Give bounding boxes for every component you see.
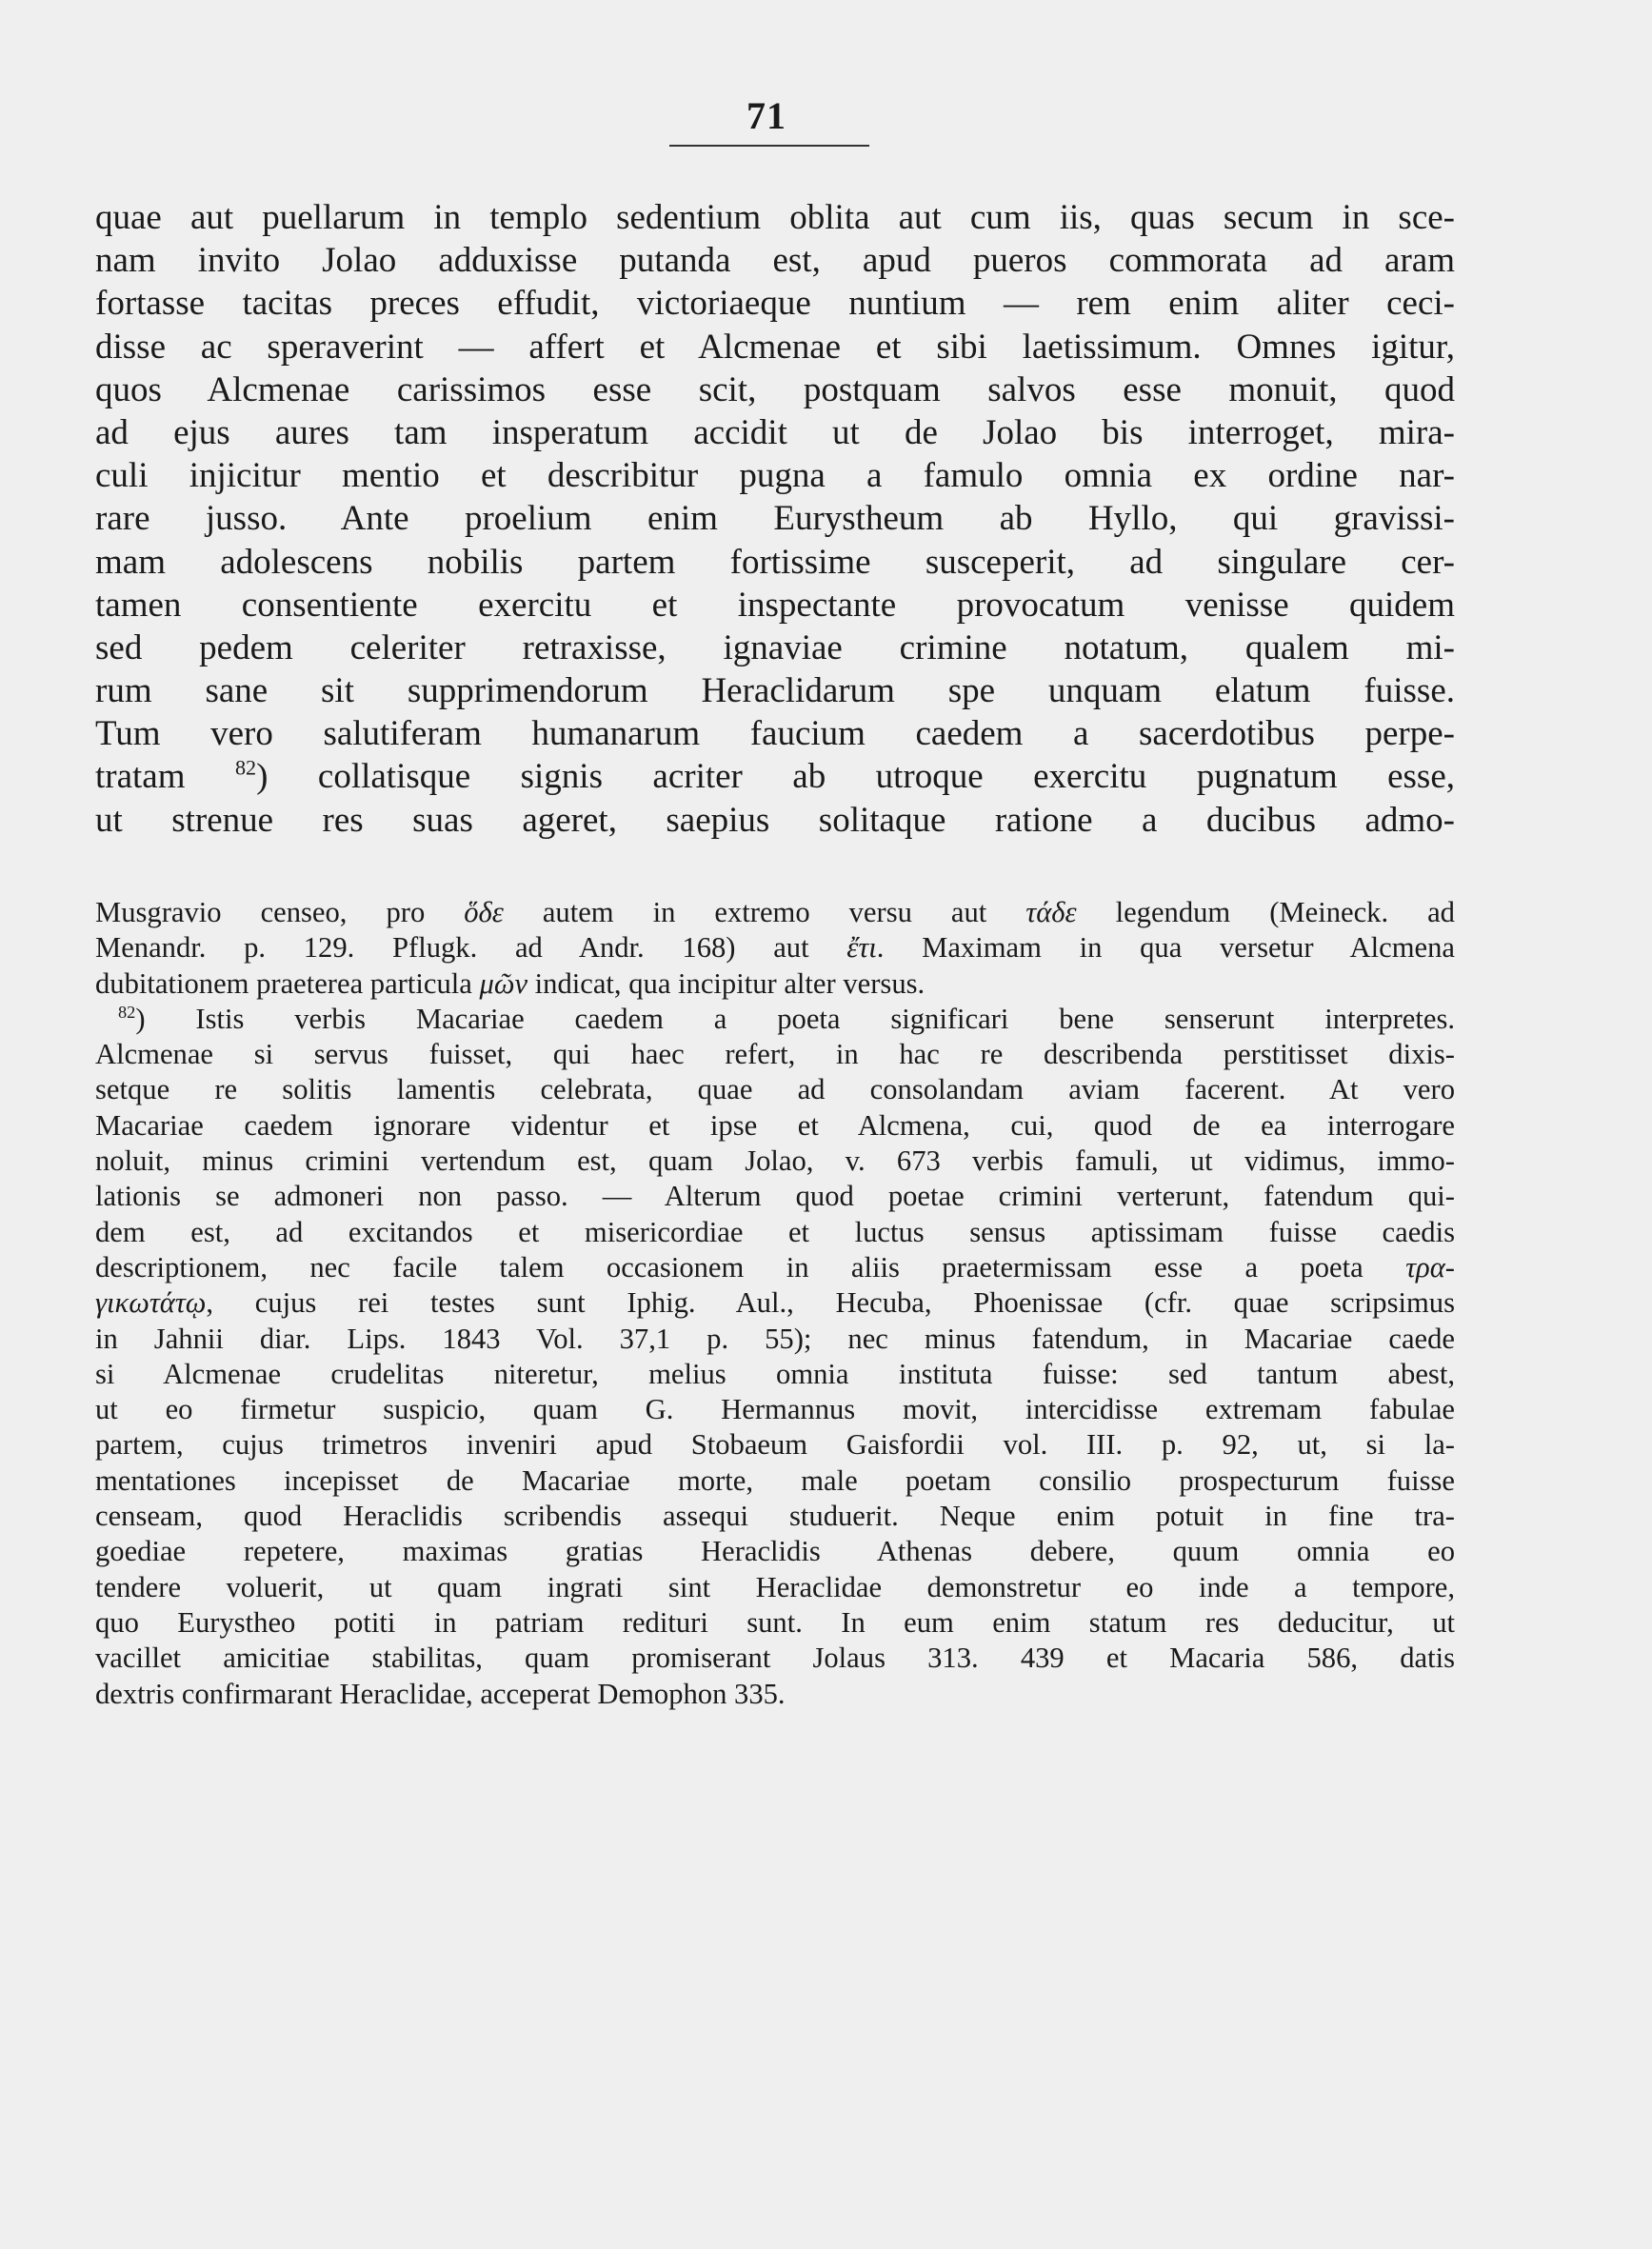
footnote-line <box>95 895 1455 930</box>
greek-word: τρα- <box>1405 1250 1455 1284</box>
footnote-fragment: Musgravio censeo, pro <box>95 896 465 928</box>
header-rule <box>669 145 869 147</box>
footnote-fragment: ) Istis verbis Macariae caedem a poeta significari bene senserunt interpretes. <box>135 1002 1455 1035</box>
greek-word: ἔτι <box>846 931 877 965</box>
footnote-line: in Jahnii diar. Lips. 1843 Vol. 37,1 p. 55); nec minus fatendum, in Macariae caede <box>95 1322 1455 1355</box>
footnote-fragment: , cujus rei testes sunt Iphig. Aul., Hecuba, Phoenissae (cfr. quae scripsimus <box>206 1286 1455 1320</box>
footnote-line: Alcmenae si servus fuisset, qui haec refert, in hac re describenda perstitisset dixis- <box>95 1038 1455 1071</box>
main-text <box>95 196 1455 842</box>
footnote-fragment: indicat, qua incipitur alter versus. <box>527 966 926 1000</box>
footnote-ref-82: 82 <box>234 756 257 781</box>
footnote-line: ut eo firmetur suspicio, quam G. Hermannus movit, intercidisse extremam fabulae <box>95 1393 1455 1426</box>
footnote-line: partem, cujus trimetros inveniri apud Stobaeum Gaisfordii vol. III. p. 92, ut, si la- <box>95 1428 1455 1462</box>
main-text-fragment: tratam <box>95 757 235 797</box>
main-text-line: disse ac speraverint — affert et Alcmenae et sibi laetissimum. Omnes igitur, <box>95 327 1455 367</box>
footnote-line: Macariae caedem ignorare videntur et ipse et Alcmena, cui, quod de ea interrogare <box>95 1108 1455 1142</box>
main-text-line: tamen consentiente exercitu et inspectante provocatum venisse quidem <box>95 585 1455 625</box>
main-text-line: ut strenue res suas ageret, saepius solitaque ratione a ducibus admo- <box>95 800 1455 840</box>
footnote-line: goediae repetere, maximas gratias Heraclidis Athenas debere, quum omnia eo <box>95 1535 1455 1568</box>
footnote-line: censeam, quod Heraclidis scribendis assequi studuerit. Neque enim potuit in fine tra- <box>95 1500 1455 1533</box>
footnote-line: quo Eurystheo potiti in patriam redituri sunt. In eum enim statum res deducitur, ut <box>95 1605 1455 1639</box>
main-text-line: fortasse tacitas preces effudit, victoriaeque nuntium — rem enim aliter ceci- <box>95 284 1455 324</box>
footnote-fragment: Menandr. p. 129. Pflugk. ad Andr. 168) aut <box>95 931 847 965</box>
main-text-line: Tum vero salutiferam humanarum faucium caedem a sacerdotibus perpe- <box>95 714 1455 754</box>
main-text-line: rum sane sit supprimendorum Heraclidarum spe unquam elatum fuisse. <box>95 671 1455 711</box>
footnote-line: setque re solitis lamentis celebrata, quae ad consolandam aviam facerent. At vero <box>95 1073 1455 1106</box>
main-text-line: nam invito Jolao adduxisse putanda est, apud pueros commorata ad aram <box>95 241 1455 281</box>
footnote-fragment: descriptionem, nec facile talem occasionem in aliis praetermissam esse a poeta <box>95 1250 1406 1284</box>
footnote-line: mentationes incepisset de Macariae morte, male poetam consilio prospecturum fuisse <box>95 1463 1455 1497</box>
footnote-line <box>95 1285 1455 1321</box>
main-text-line: culi injicitur mentio et describitur pugna a famulo omnia ex ordine nar- <box>95 456 1455 496</box>
footnote-fragment: . Maximam in qua versetur Alcmena <box>876 931 1455 965</box>
page-number: 71 <box>746 94 786 137</box>
footnote-line: dem est, ad excitandos et misericordiae et luctus sensus aptissimam fuisse caedis <box>95 1215 1455 1248</box>
footnote-line <box>95 966 1455 1002</box>
footnote-line <box>95 1250 1455 1285</box>
greek-word: μῶν <box>479 966 528 1000</box>
footnote-number-82: 82 <box>118 1002 136 1022</box>
footnote-fragment: legendum (Meineck. ad <box>1076 896 1455 928</box>
greek-word: γικωτάτῳ <box>95 1286 207 1320</box>
footnote-line: vacillet amicitiae stabilitas, quam promiserant Jolaus 313. 439 et Macaria 586, datis <box>95 1642 1455 1675</box>
main-text-line: mam adolescens nobilis partem fortissime susceperit, ad singulare cer- <box>95 542 1455 582</box>
footnote-fragment: autem in extremo versu aut <box>503 896 1026 928</box>
footnote-82-start <box>95 1002 1455 1037</box>
main-text-line: ad ejus aures tam insperatum accidit ut de Jolao bis interroget, mira- <box>95 412 1455 452</box>
greek-word: τάδε <box>1025 896 1077 928</box>
main-text-fragment: ) collatisque signis acriter ab utroque exercitu pugnatum esse, <box>256 757 1456 797</box>
footnote-line: dextris confirmarant Heraclidae, acceperat Demophon 335. <box>95 1677 786 1710</box>
main-text-line: rare jusso. Ante proelium enim Eurystheum ab Hyllo, qui gravissi- <box>95 499 1455 539</box>
footnote-line: noluit, minus crimini vertendum est, quam Jolao, v. 673 verbis famuli, ut vidimus, immo- <box>95 1144 1455 1178</box>
greek-word: ὅδε <box>464 896 504 928</box>
footnote-line: si Alcmenae crudelitas niteretur, melius omnia instituta fuisse: sed tantum abest, <box>95 1357 1455 1390</box>
footnote-line <box>95 930 1455 965</box>
footnote-fragment: dubitationem praeterea particula <box>95 966 480 1000</box>
main-text-line: quos Alcmenae carissimos esse scit, postquam salvos esse monuit, quod <box>95 369 1455 409</box>
footnote-line: tendere voluerit, ut quam ingrati sint Heraclidae demonstretur eo inde a tempore, <box>95 1570 1455 1603</box>
footnotes <box>95 895 1455 1712</box>
main-text-line: quae aut puellarum in templo sedentium oblita aut cum iis, quas secum in sce- <box>95 198 1455 237</box>
main-text-line: sed pedem celeriter retraxisse, ignaviae crimine notatum, qualem mi- <box>95 627 1455 667</box>
footnote-line: lationis se admoneri non passo. — Alterum quod poetae crimini verterunt, fatendum qui- <box>95 1180 1455 1213</box>
main-text-line-with-footnote-ref <box>95 755 1455 798</box>
